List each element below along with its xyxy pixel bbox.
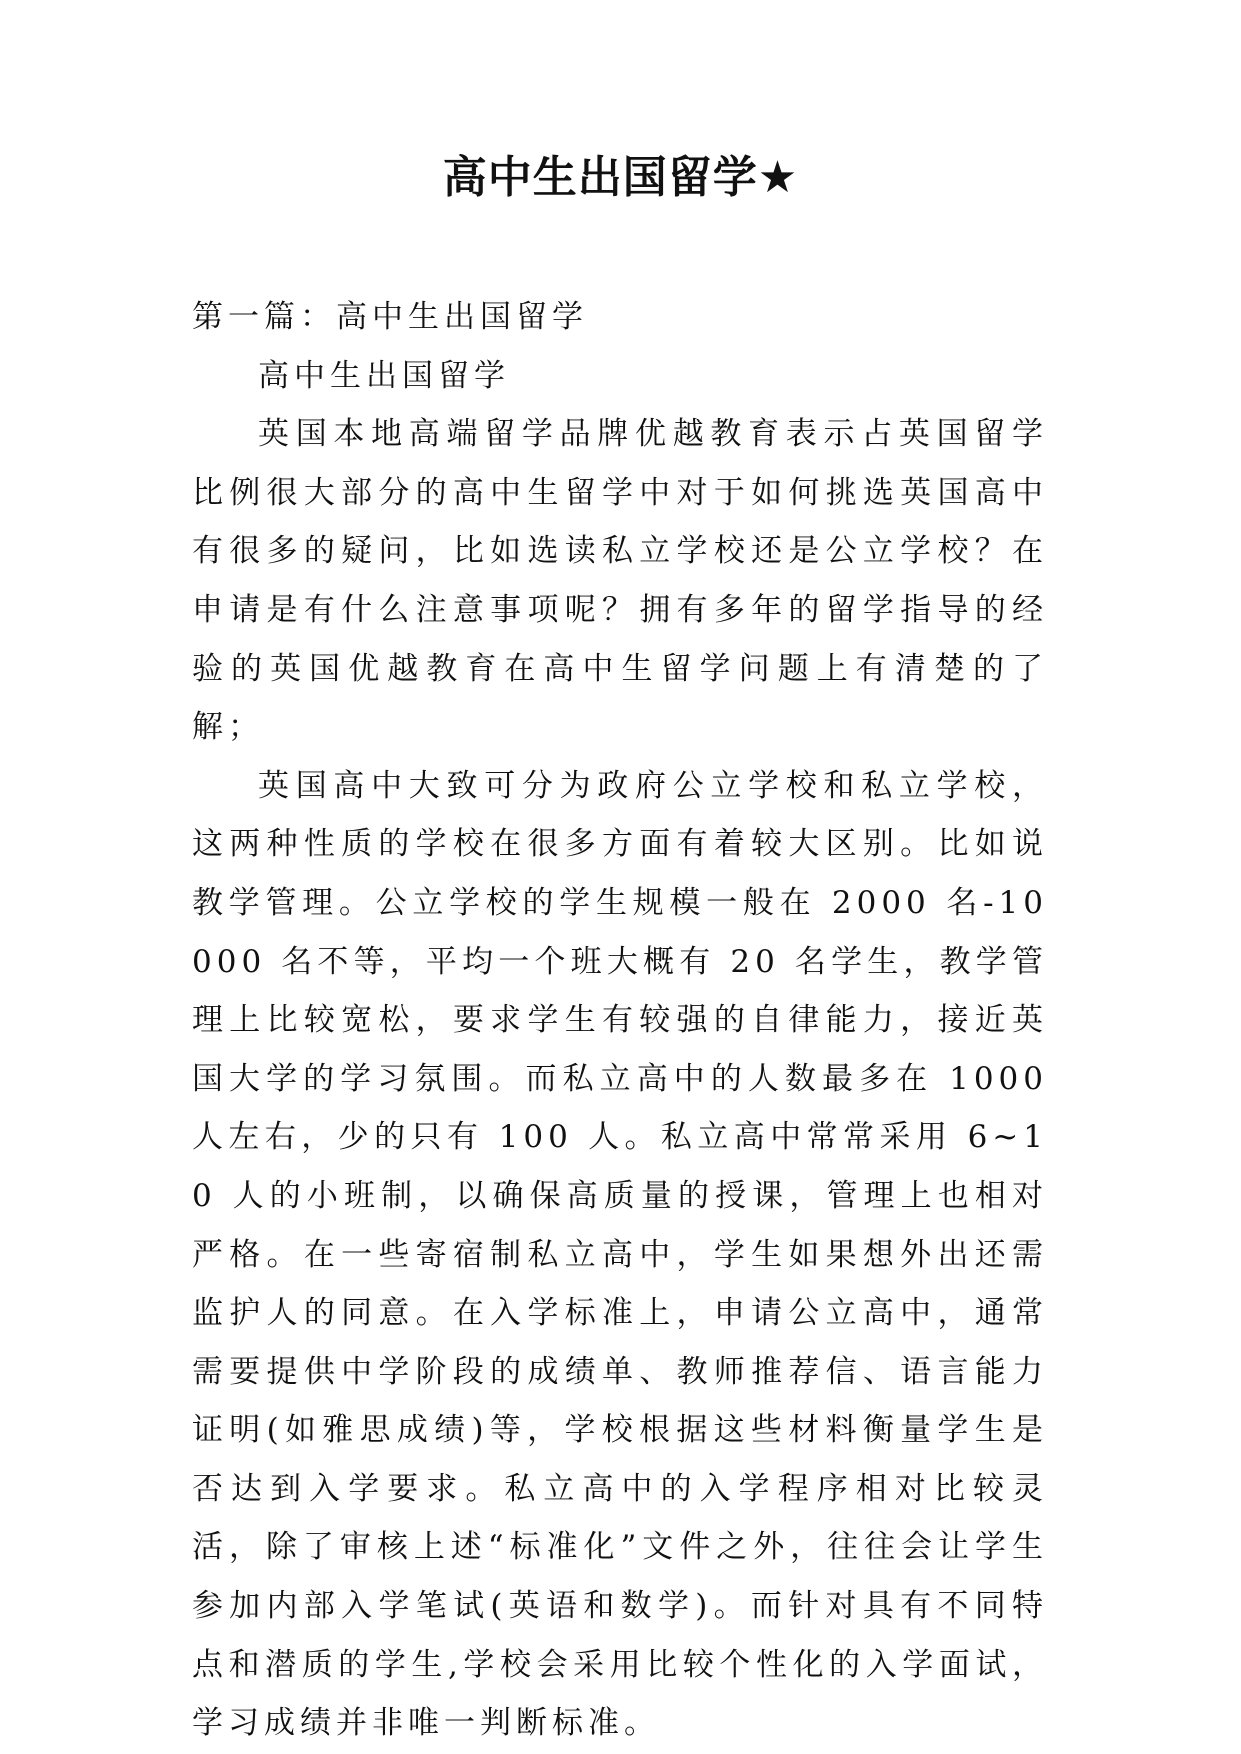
section-heading: 第一篇：高中生出国留学 [192, 299, 588, 335]
document-title: 高中生出国留学★ [442, 152, 799, 203]
paragraph: 英国高中大致可分为政府公立学校和私立学校，这两种性质的学校在很多方面有着较大区别。比如说教学管理。公立学校的学生规模一般在 2000 名-10000 名不等，平均一个班大概有 20 名学生，教学管理上比较宽松，要求学生有较强的自律能力，接近英国大学的学习氛围。而私立高中的人数最多在 1000 人左右，少的只有 100 人。私立高中常常采用 6~10 人的小班制，以确保高质量的授课，管理上也相对严格。在一些寄宿制私立高中，学生如果想外出还需监护人的同意。在入学标准上，申请公立高中，通常需要提供中学阶段的成绩单、教师推荐信、语言能力证明(如雅思成绩)等，学校根据这些材料衡量学生是否达到入学要求。私立高中的入学程序相对比较灵活，除了审核上述“标准化”文件之外，往往会让学生参加内部入学笔试(英语和数学)。而针对具有不同特点和潜质的学生,学校会采用比较个性化的入学面试，学习成绩并非唯一判断标准。 [192, 767, 1048, 1742]
paragraph: 英国本地高端留学品牌优越教育表示占英国留学比例很大部分的高中生留学中对于如何挑选英国高中有很多的疑问，比如选读私立学校还是公立学校？在申请是有什么注意事项呢？拥有多年的留学指导的经验的英国优越教育在高中生留学问题上有清楚的了解； [192, 416, 1048, 746]
subheading: 高中生出国留学 [258, 357, 510, 394]
document-body [192, 288, 1048, 1753]
